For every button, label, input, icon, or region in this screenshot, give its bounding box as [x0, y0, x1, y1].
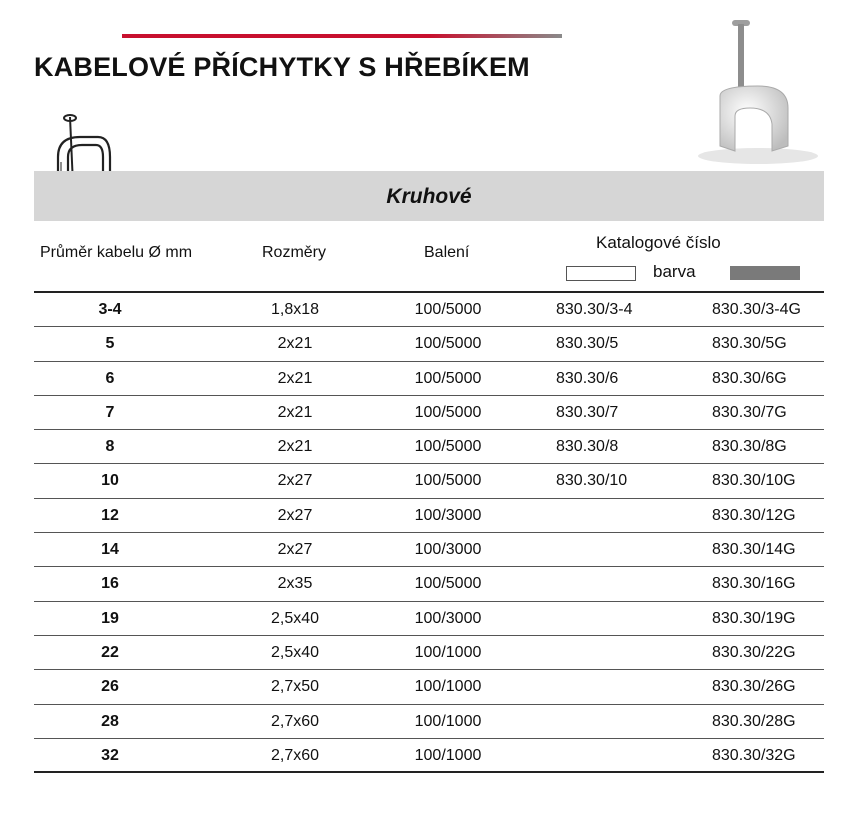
cell-packaging: 100/5000	[414, 369, 482, 387]
header-color: barva	[653, 262, 696, 281]
cell-catalog-gray: 830.30/19G	[712, 609, 796, 627]
cell-catalog-white: 830.30/7	[556, 403, 619, 421]
cell-packaging: 100/3000	[414, 609, 482, 627]
cell-catalog-gray: 830.30/8G	[712, 438, 787, 456]
cell-diameter: 3-4	[98, 301, 122, 318]
cell-diameter: 16	[101, 575, 119, 593]
cell-catalog-white: 830.30/10	[556, 472, 628, 490]
table-row	[34, 362, 824, 396]
header-dimensions: Rozměry	[262, 244, 327, 261]
cell-diameter: 22	[101, 643, 119, 661]
cell-packaging: 100/5000	[414, 301, 482, 318]
table-row	[34, 327, 824, 361]
cell-catalog-white: 830.30/5	[556, 335, 619, 353]
cell-catalog-white: 830.30/6	[556, 369, 619, 387]
cell-dimensions: 2x21	[277, 403, 313, 421]
cell-dimensions: 2,5x40	[270, 643, 320, 661]
cell-dimensions: 2,7x50	[270, 678, 320, 696]
header-packaging: Balení	[424, 244, 470, 261]
header-catalog-number: Katalogové číslo	[596, 233, 721, 252]
table-row	[34, 430, 824, 464]
cell-diameter: 14	[101, 541, 119, 559]
section-band	[34, 171, 824, 221]
table-row	[34, 499, 824, 533]
cell-diameter: 28	[101, 712, 119, 730]
cell-packaging: 100/3000	[414, 506, 482, 524]
cell-packaging: 100/5000	[414, 403, 482, 421]
cell-catalog-gray: 830.30/12G	[712, 506, 796, 524]
cell-diameter: 5	[105, 335, 115, 353]
gray-color-swatch	[730, 266, 800, 280]
white-color-swatch	[566, 266, 636, 281]
table-row	[34, 396, 824, 430]
cell-dimensions: 2x35	[277, 575, 313, 593]
cell-catalog-gray: 830.30/14G	[712, 541, 796, 559]
cell-dimensions: 2,7x60	[270, 712, 320, 730]
cell-packaging: 100/5000	[414, 335, 482, 353]
table-row	[34, 636, 824, 670]
cell-packaging: 100/1000	[414, 643, 482, 661]
cell-catalog-white: 830.30/3-4	[556, 301, 633, 318]
cell-dimensions: 2x27	[277, 506, 313, 524]
cell-packaging: 100/3000	[414, 541, 482, 559]
section-title: Kruhové	[386, 185, 472, 208]
cable-clip-photo	[690, 16, 825, 166]
cell-diameter: 32	[101, 746, 119, 764]
top-accent-rule	[122, 34, 562, 38]
cell-dimensions: 2x27	[277, 541, 313, 559]
cell-packaging: 100/1000	[414, 678, 482, 696]
cell-dimensions: 2x27	[277, 472, 313, 490]
cell-dimensions: 1,8x18	[270, 301, 320, 318]
table-row	[34, 567, 824, 601]
cell-packaging: 100/5000	[414, 575, 482, 593]
cell-dimensions: 2,5x40	[270, 609, 320, 627]
cell-diameter: 7	[105, 403, 115, 421]
cell-catalog-gray: 830.30/16G	[712, 575, 796, 593]
cell-dimensions: 2x21	[277, 335, 313, 353]
header-diameter: Průměr kabelu Ø mm	[40, 244, 193, 261]
cell-catalog-gray: 830.30/3-4G	[712, 301, 801, 318]
cell-catalog-gray: 830.30/10G	[712, 472, 796, 490]
cell-catalog-gray: 830.30/22G	[712, 643, 796, 661]
page-title: KABELOVÉ PŘÍCHYTKY S HŘEBÍKEM	[34, 52, 530, 82]
cell-diameter: 26	[101, 678, 119, 696]
cell-dimensions: 2x21	[277, 369, 313, 387]
cell-catalog-gray: 830.30/6G	[712, 369, 787, 387]
table-row	[34, 464, 824, 498]
cell-catalog-gray: 830.30/32G	[712, 746, 796, 764]
cell-dimensions: 2x21	[277, 438, 313, 456]
cell-packaging: 100/1000	[414, 746, 482, 764]
cell-diameter: 8	[105, 438, 115, 456]
cell-diameter: 6	[105, 369, 115, 387]
cell-packaging: 100/5000	[414, 472, 482, 490]
table-row	[34, 533, 824, 567]
cell-diameter: 10	[101, 472, 119, 490]
table-row	[34, 293, 824, 327]
cell-dimensions: 2,7x60	[270, 746, 320, 764]
cell-catalog-gray: 830.30/5G	[712, 335, 787, 353]
cell-packaging: 100/1000	[414, 712, 482, 730]
cell-catalog-white: 830.30/8	[556, 438, 619, 456]
cell-catalog-gray: 830.30/7G	[712, 403, 787, 421]
table-row	[34, 705, 824, 739]
table-row	[34, 602, 824, 636]
cell-packaging: 100/5000	[414, 438, 482, 456]
cell-diameter: 19	[101, 609, 119, 627]
cell-diameter: 12	[101, 506, 119, 524]
table-row	[34, 739, 824, 773]
cell-catalog-gray: 830.30/28G	[712, 712, 796, 730]
cell-catalog-gray: 830.30/26G	[712, 678, 796, 696]
table-row	[34, 670, 824, 704]
product-table	[34, 293, 824, 773]
